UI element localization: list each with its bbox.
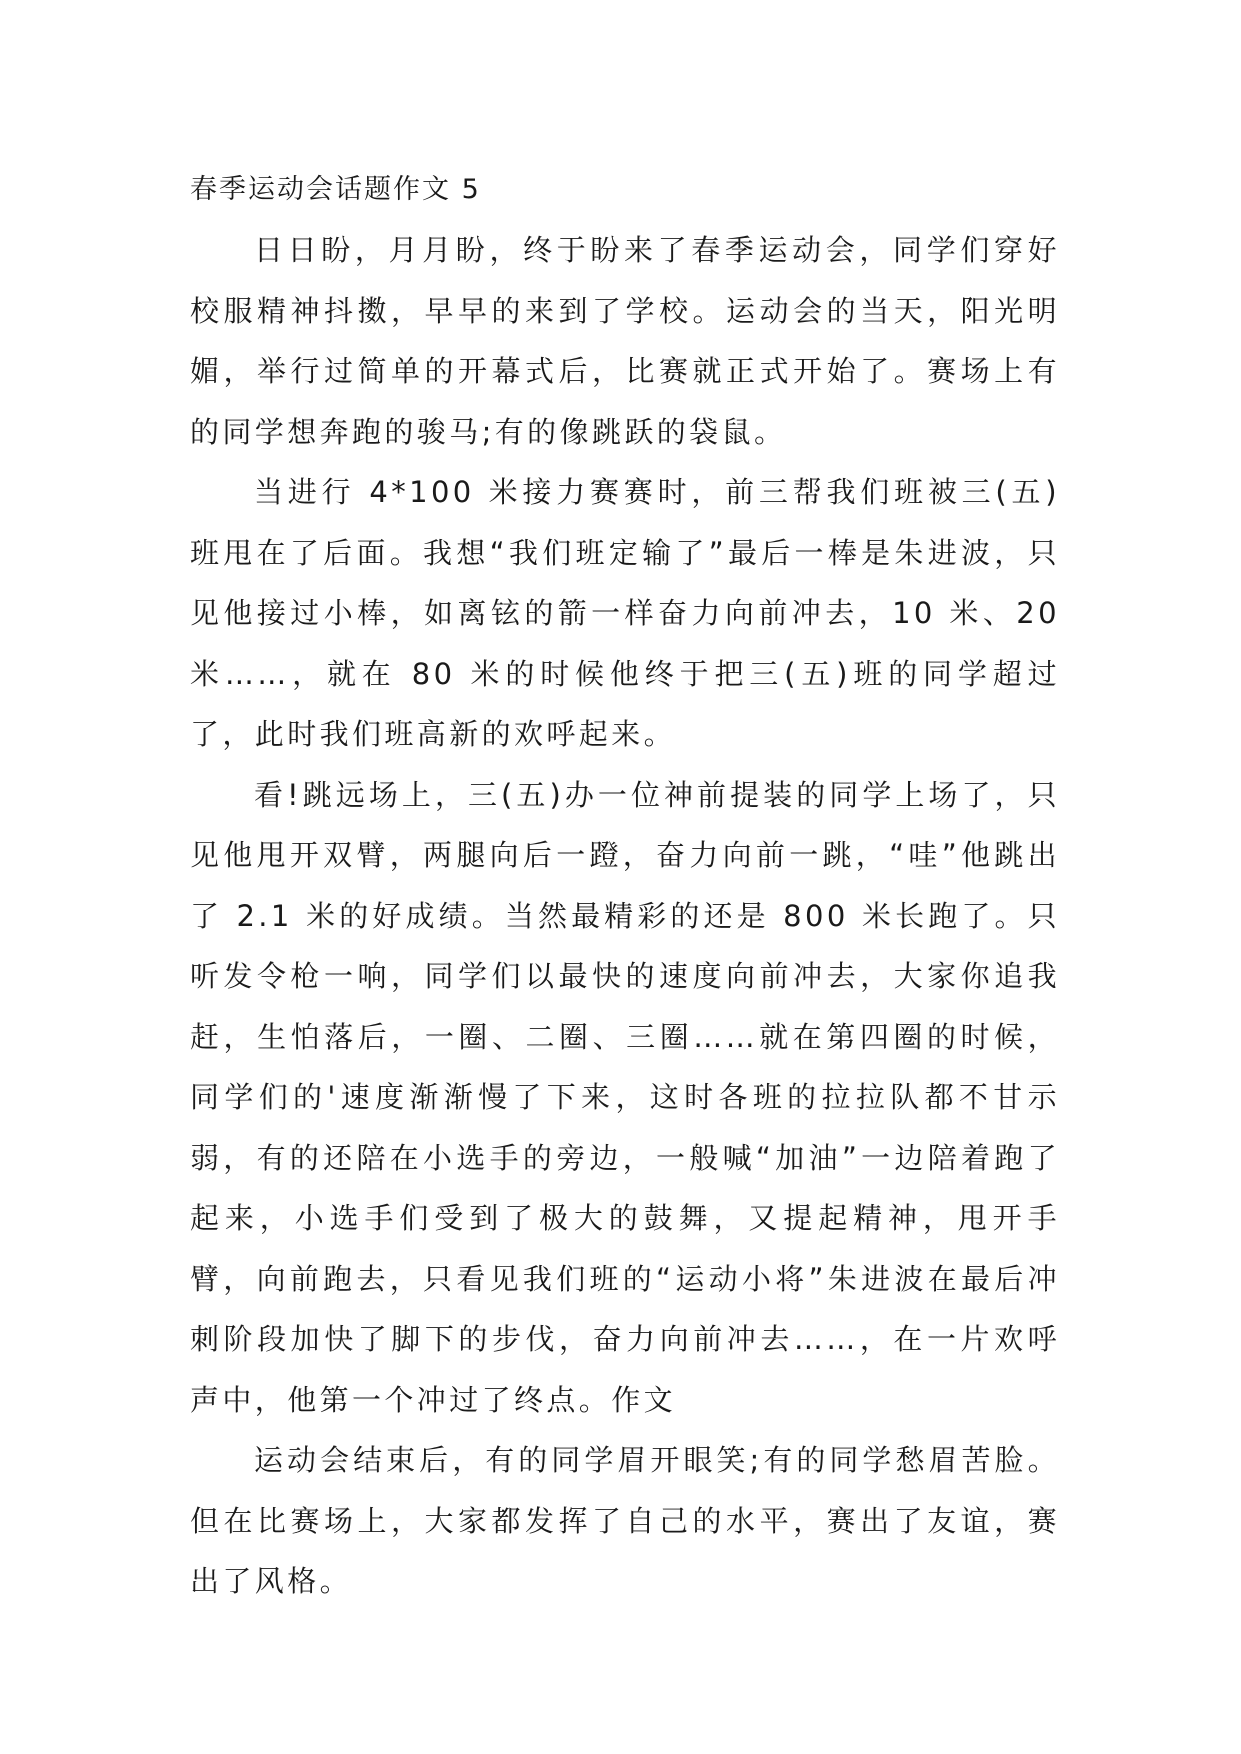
document-body (190, 160, 1060, 1612)
paragraph-4: 运动会结束后，有的同学眉开眼笑;有的同学愁眉苦脸。但在比赛场上，大家都发挥了自己的水平，赛出了友谊，赛出了风格。 (190, 1443, 1060, 1598)
paragraph-2: 当进行 4*100 米接力赛赛时，前三帮我们班被三(五)班甩在了后面。我想“我们班定输了”最后一棒是朱进波，只见他接过小棒，如离铉的箭一样奋力向前冲去，10 米、20 米……，就在 80 米的时候他终于把三(五)班的同学超过了，此时我们班高新的欢呼起来。 (190, 475, 1060, 751)
paragraph-1: 日日盼，月月盼，终于盼来了春季运动会，同学们穿好校服精神抖擞，早早的来到了学校。运动会的当天，阳光明媚，举行过简单的开幕式后，比赛就正式开始了。赛场上有的同学想奔跑的骏马;有的像跳跃的袋鼠。 (190, 233, 1060, 449)
paragraph-3: 看!跳远场上，三(五)办一位神前提装的同学上场了，只见他甩开双臂，两腿向后一蹬，奋力向前一跳，“哇”他跳出了 2.1 米的好成绩。当然最精彩的还是 800 米长跑了。只听发令枪一响，同学们以最快的速度向前冲去，大家你追我赶，生怕落后，一圈、二圈、三圈……就在第四圈的时候，同学们的'速度渐渐慢了下来，这时各班的拉拉队都不甘示弱，有的还陪在小选手的旁边，一般喊“加油”一边陪着跑了起来，小选手们受到了极大的鼓舞，又提起精神，甩开手臂，向前跑去，只看见我们班的“运动小将”朱进波在最后冲刺阶段加快了脚下的步伐，奋力向前冲去……，在一片欢呼声中，他第一个冲过了终点。作文 (190, 777, 1060, 1417)
document-title: 春季运动会话题作文 5 (190, 174, 481, 205)
